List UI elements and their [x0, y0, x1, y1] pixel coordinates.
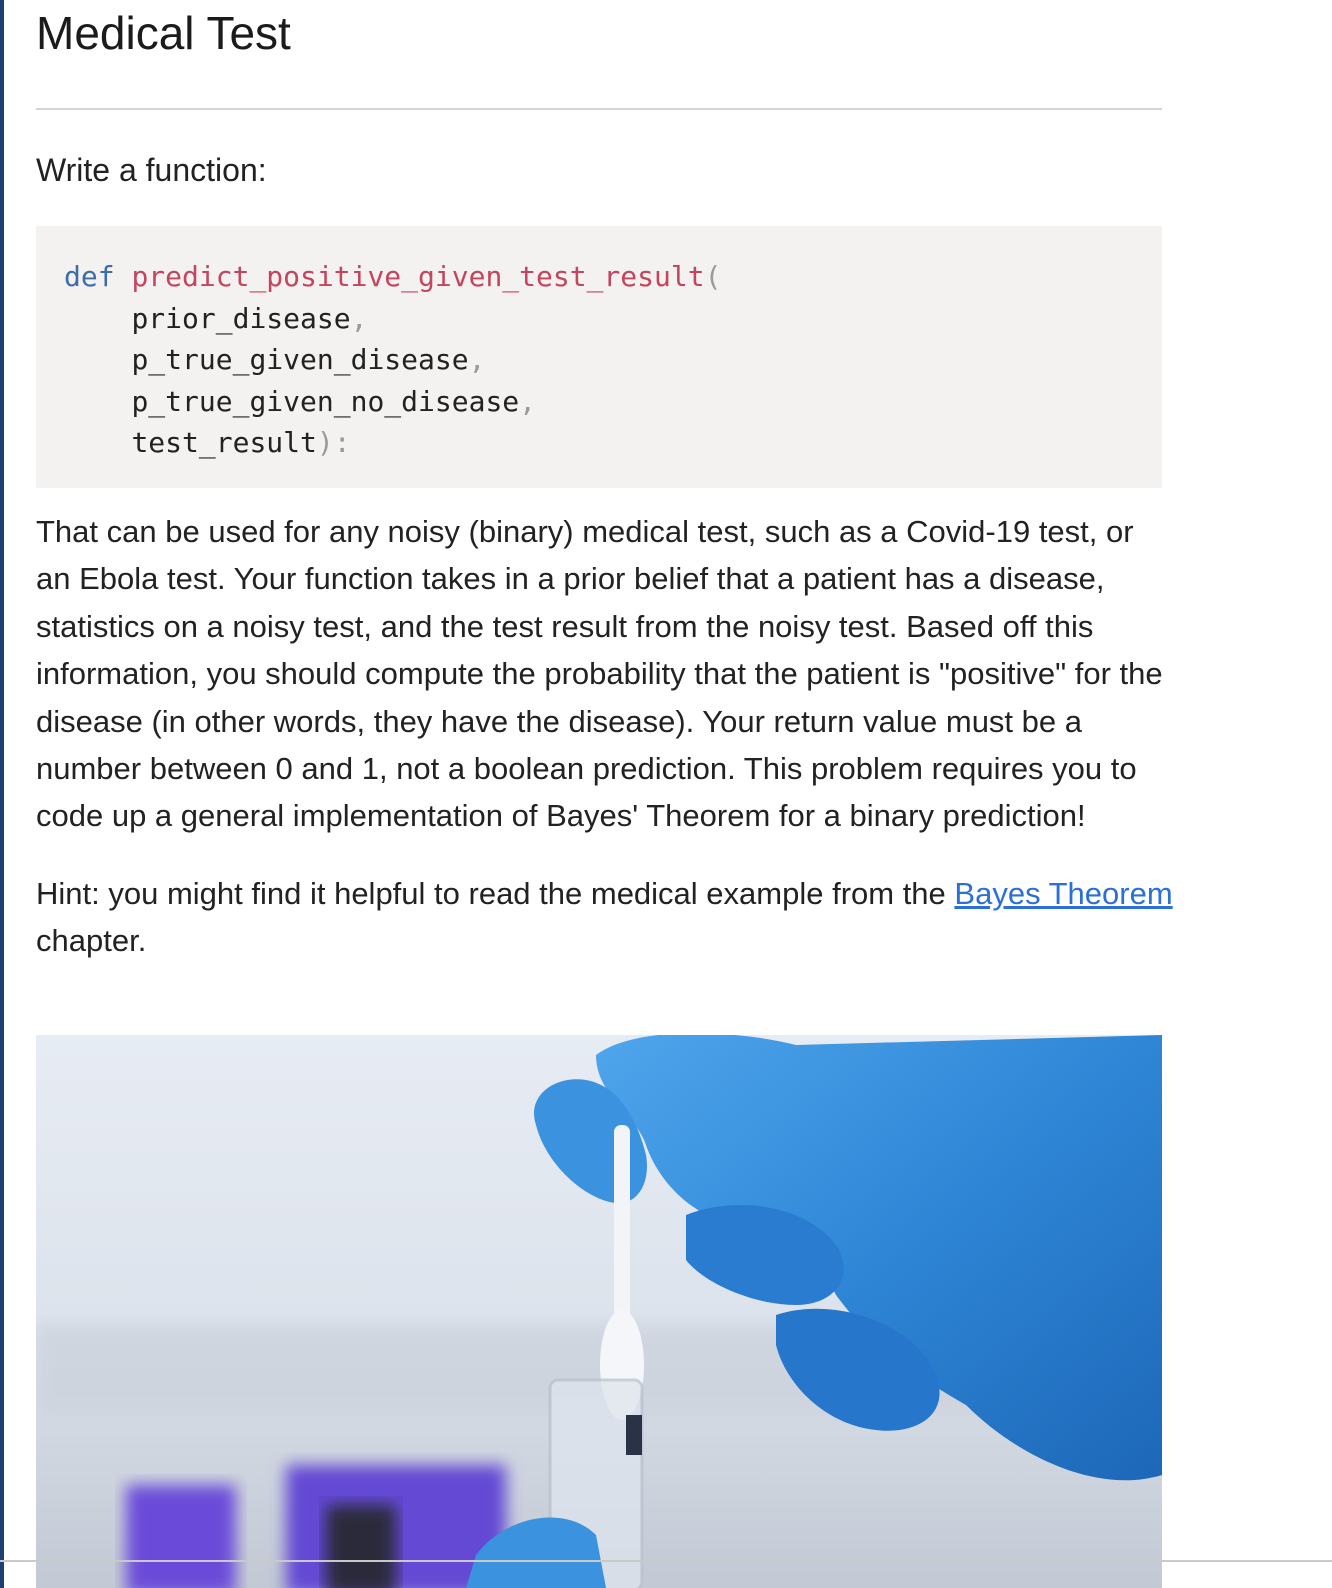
code-close: ):	[316, 426, 351, 459]
code-comma: ,	[468, 343, 486, 376]
code-param: p_true_given_no_disease	[131, 384, 520, 418]
hint-paragraph	[36, 870, 1176, 964]
medical-test-photo	[36, 1035, 1162, 1588]
code-comma: ,	[350, 301, 368, 335]
description-paragraph: That can be used for any noisy (binary) medical test, such as a Covid-19 test, or an Ebola test. Your function takes in a prior belief that a patient has a disease, statistics on a noisy test, and the test result from the noisy test. Based off this information, you should compute the probability that the patient is "positive" for the disease (in other words, they have the disease). Your return value must be a number between 0 and 1, not a boolean prediction. This problem requires you to code up a general implementation of Bayes' Theorem for a binary prediction!	[36, 514, 1163, 834]
code-param: p_true_given_disease	[131, 343, 469, 376]
code-param: prior_disease	[131, 301, 351, 335]
gloved-hand-swab-icon	[36, 1035, 1162, 1588]
code-function-name: predict_positive_given_test_result	[131, 260, 705, 293]
code-comma: ,	[519, 384, 537, 418]
code-param: test_result	[131, 426, 317, 459]
intro-text: Write a function:	[36, 152, 267, 188]
left-edge-rule	[0, 0, 4, 1588]
page-title: Medical Test	[36, 7, 291, 59]
content-area	[36, 0, 1173, 964]
code-open-paren: (	[704, 260, 722, 293]
hint-prefix: Hint: you might find it helpful to read the medical example from the	[36, 875, 955, 911]
hint-suffix: chapter.	[36, 922, 147, 958]
bayes-theorem-link[interactable]: Bayes Theorem	[954, 875, 1173, 911]
bottom-border	[0, 1560, 1332, 1562]
title-divider	[36, 108, 1162, 110]
code-keyword: def	[64, 260, 115, 293]
code-block	[36, 226, 1162, 488]
